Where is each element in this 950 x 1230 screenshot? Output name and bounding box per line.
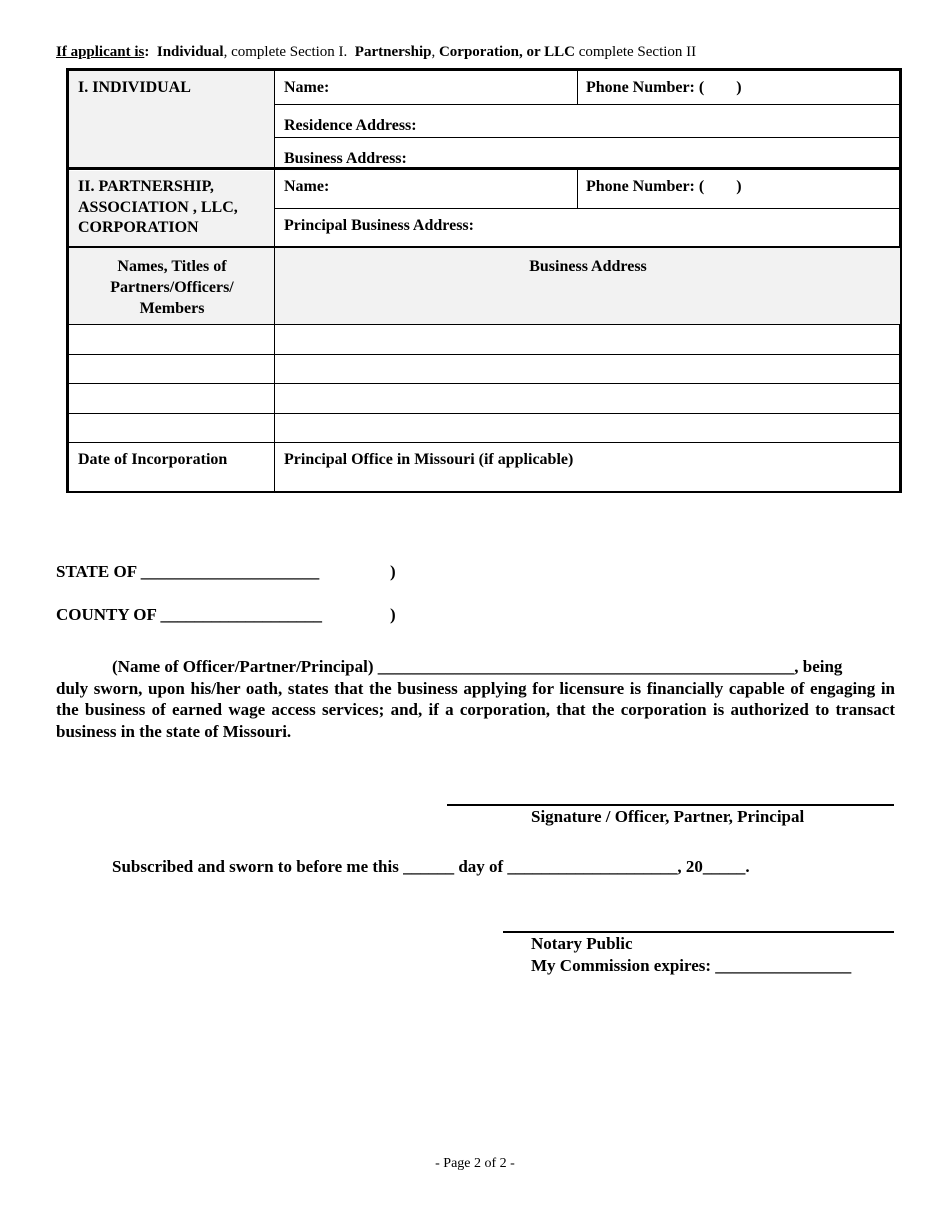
section-divider — [69, 246, 901, 248]
member-name-row-4[interactable] — [69, 414, 275, 442]
date-of-incorporation-field[interactable]: Date of Incorporation — [78, 451, 228, 468]
section2-principal-address-field[interactable]: Principal Business Address: — [284, 217, 474, 234]
section1-phone-field[interactable]: Phone Number: ( ) — [586, 79, 742, 96]
state-paren: ) — [390, 562, 396, 581]
section1-title: I. INDIVIDUAL — [78, 79, 191, 96]
section2-title-cell: II. PARTNERSHIP, ASSOCIATION , LLC, CORPORATION — [69, 171, 275, 247]
row-divider — [275, 208, 901, 209]
applicant-form-table — [66, 68, 902, 493]
state-of-line: STATE OF _____________________ — [56, 562, 320, 581]
row-divider — [275, 137, 901, 138]
notary-signature-line[interactable] — [503, 931, 894, 933]
county-of-line: COUNTY OF ___________________ — [56, 605, 323, 624]
phone-divider-2 — [577, 170, 578, 209]
row-divider — [69, 413, 901, 414]
commission-expires-line: My Commission expires: ________________ — [531, 956, 852, 975]
signature-line[interactable] — [447, 804, 894, 806]
affidavit-paragraph — [56, 656, 895, 742]
section-divider — [69, 167, 901, 170]
column-divider — [274, 71, 275, 492]
section2-name-field[interactable]: Name: — [284, 178, 330, 195]
member-address-row-2[interactable] — [275, 355, 901, 383]
row-divider — [275, 104, 901, 105]
section1-business-address-field[interactable]: Business Address: — [284, 150, 407, 167]
member-name-row-2[interactable] — [69, 355, 275, 383]
affidavit-lead: (Name of Officer/Partner/Principal) _________________________________________________, being — [112, 657, 843, 676]
instructions-line: If applicant is: Individual, complete Section I. Partnership, Corporation, or LLC complete Section II — [56, 44, 697, 60]
section1-residence-address-field[interactable]: Residence Address: — [284, 117, 417, 134]
county-paren: ) — [390, 605, 396, 624]
member-address-row-3[interactable] — [275, 384, 901, 413]
row-divider — [69, 324, 901, 325]
signature-label: Signature / Officer, Partner, Principal — [531, 807, 805, 826]
phone-divider-1 — [577, 71, 578, 104]
sworn-statement: Subscribed and sworn to before me this ______ day of ____________________, 20_____. — [112, 857, 750, 876]
principal-office-missouri-field[interactable]: Principal Office in Missouri (if applicable) — [284, 451, 574, 468]
row-divider — [69, 442, 901, 443]
member-name-row-1[interactable] — [69, 325, 275, 354]
members-names-header: Names, Titles of Partners/Officers/ Members — [110, 258, 234, 317]
row-divider — [69, 383, 901, 384]
affidavit-body: duly sworn, upon his/her oath, states that the business applying for licensure is financially capable of engaging in the business of earned wage access services; and, if a corporation, that the corporation is authorized to transact business in the state of Missouri. — [56, 678, 895, 741]
page-number: - Page 2 of 2 - — [435, 1156, 515, 1171]
section2-phone-field[interactable]: Phone Number: ( ) — [586, 178, 742, 195]
members-address-header: Business Address — [529, 258, 647, 275]
instructions-prefix: If applicant is — [56, 44, 145, 60]
row-divider — [69, 354, 901, 355]
member-name-row-3[interactable] — [69, 384, 275, 413]
notary-public-label: Notary Public — [531, 934, 633, 953]
section1-name-field[interactable]: Name: — [284, 79, 330, 96]
member-address-row-1[interactable] — [275, 325, 901, 354]
member-address-row-4[interactable] — [275, 414, 901, 442]
section1-title-cell — [69, 71, 275, 168]
